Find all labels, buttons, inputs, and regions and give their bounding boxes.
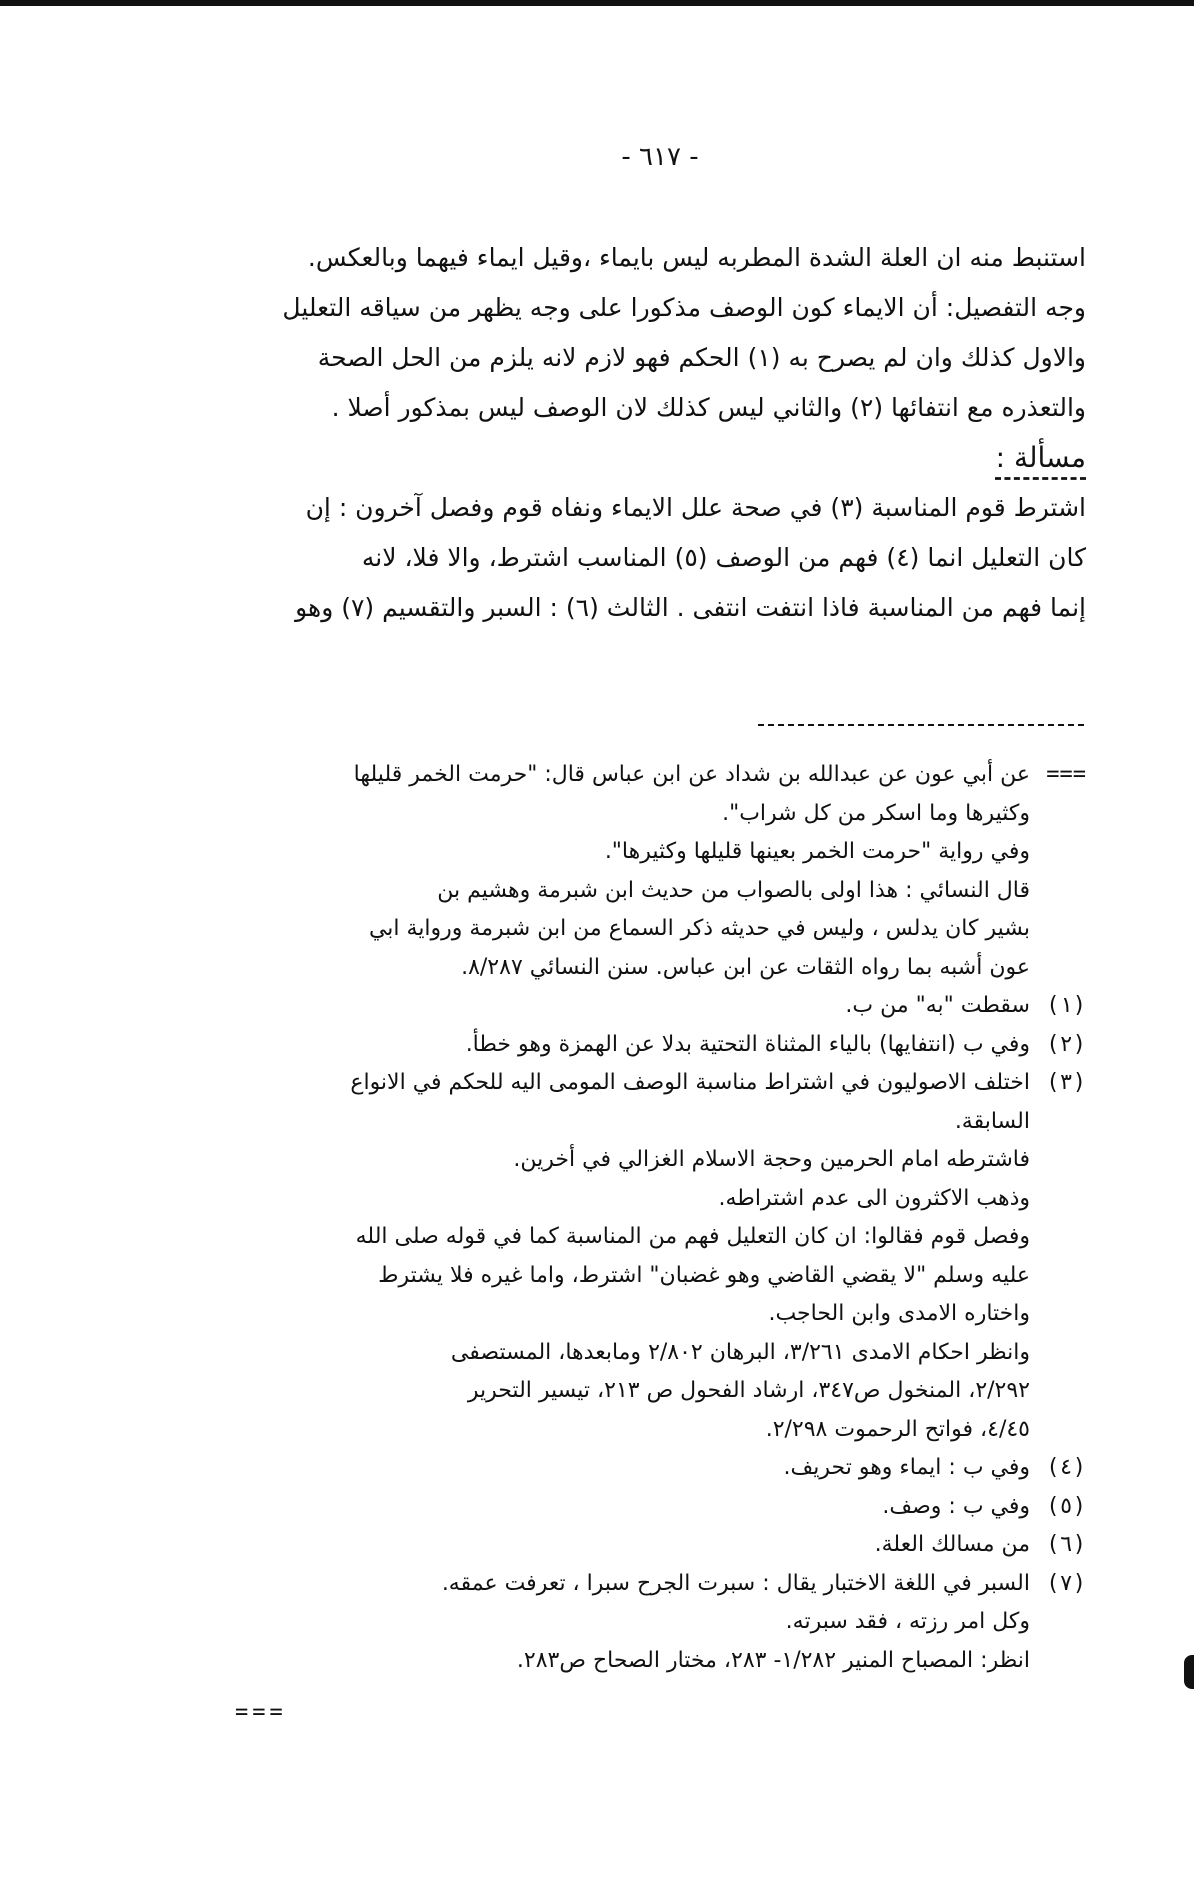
main-line: استنبط منه ان العلة الشدة المطربه ليس بايماء ،وقيل ايماء فيهما وبالعكس.: [307, 243, 1086, 272]
footnote-line: عن أبي عون عن عبدالله بن شداد عن ابن عباس قال: "حرمت الخمر قليلها: [353, 762, 1030, 787]
footnote-label: (٥): [1046, 1493, 1086, 1519]
footnote-label: ===: [1046, 762, 1086, 787]
footnotes: [136, 756, 1086, 1680]
footnote-body: [136, 1488, 1030, 1527]
page-top-border: [0, 0, 1194, 6]
scan-edge-mark: [1184, 1655, 1194, 1689]
footnote-5: [136, 1488, 1086, 1527]
footnote-line: عون أشبه بما رواه الثقات عن ابن عباس. سنن النسائي ٨/٢٨٧.: [461, 954, 1030, 980]
footnote-1: [136, 987, 1086, 1026]
footnote-line: وفصل قوم فقالوا: ان كان التعليل فهم من المناسبة كما في قوله صلى الله: [355, 1224, 1030, 1249]
footnote-label: (٣): [1046, 1070, 1086, 1095]
main-text: [166, 233, 1086, 633]
main-line: كان التعليل انما (٤) فهم من الوصف (٥) المناسب اشترط، والا فلا، لانه: [361, 543, 1086, 572]
footnote-body: [136, 987, 1030, 1026]
footnote-4: [136, 1449, 1086, 1488]
footnote-line: انظر: المصباح المنير ١/٢٨٢- ٢٨٣، مختار الصحاح ص٢٨٣.: [516, 1647, 1030, 1673]
footnote-line: وفي ب : وصف.: [882, 1493, 1030, 1519]
footnote-label: (١): [1046, 993, 1086, 1018]
footnote-line: سقطت "به" من ب.: [845, 993, 1030, 1018]
footnote-line: وفي ب (انتفايها) بالياء المثناة التحتية بدلا عن الهمزة وهو خطأ.: [465, 1031, 1030, 1057]
footnote-line: عليه وسلم "لا يقضي القاضي وهو غضبان" اشترط، واما غيره فلا يشترط: [378, 1262, 1030, 1288]
page-number: - ٦١٧ -: [621, 142, 699, 172]
footnote-body: [136, 1026, 1030, 1065]
footnote-line: ٢/٢٩٢، المنخول ص٣٤٧، ارشاد الفحول ص ٢١٣، تيسير التحرير: [467, 1378, 1030, 1403]
main-line: إنما فهم من المناسبة فاذا انتفت انتفى . الثالث (٦) : السبر والتقسيم (٧) وهو: [295, 593, 1086, 622]
section-heading: مسألة :: [995, 441, 1086, 474]
footnote-line: السبر في اللغة الاختبار يقال : سبرت الجرح سبرا ، تعرفت عمقه.: [441, 1570, 1030, 1596]
footnote-line: وكل امر رزته ، فقد سبرته.: [785, 1609, 1030, 1634]
footnote-line: بشير كان يدلس ، وليس في حديثه ذكر السماع من ابن شبرمة ورواية ابي: [368, 916, 1030, 941]
footnote-3: [136, 1064, 1086, 1449]
main-line: وجه التفصيل: أن الايماء كون الوصف مذكورا على وجه يظهر من سياقه التعليل: [282, 293, 1086, 322]
footnote-line: ٤/٤٥، فواتح الرحموت ٢/٢٩٨.: [765, 1416, 1030, 1442]
footnote-separator: [758, 724, 1084, 726]
footnote-body: [136, 1449, 1030, 1488]
footnote-label: (٧): [1046, 1570, 1086, 1596]
footnote-line: وفي ب : ايماء وهو تحريف.: [783, 1455, 1030, 1480]
footnote-line: وكثيرها وما اسكر من كل شراب".: [722, 800, 1030, 826]
footnote-line: وانظر احكام الامدى ٣/٢٦١، البرهان ٢/٨٠٢ ومابعدها، المستصفى: [450, 1339, 1030, 1365]
footnote-body: [136, 756, 1030, 987]
footnote-line: السابقة.: [954, 1108, 1030, 1134]
main-line: اشترط قوم المناسبة (٣) في صحة علل الايماء ونفاه قوم وفصل آخرون : إن: [305, 493, 1086, 522]
footnote-label: (٦): [1046, 1532, 1086, 1557]
footnote-line: وذهب الاكثرون الى عدم اشتراطه.: [718, 1185, 1030, 1211]
main-line: والتعذره مع انتفائها (٢) والثاني ليس كذلك لان الوصف ليس بمذكور أصلا .: [331, 393, 1086, 422]
footnote-body: [136, 1565, 1030, 1681]
end-mark: ===: [235, 1700, 287, 1725]
main-line: والاول كذلك وان لم يصرح به (١) الحكم فهو لازم لانه يلزم من الحل الصحة: [317, 343, 1086, 372]
footnote-body: [136, 1064, 1030, 1449]
footnote-6: [136, 1526, 1086, 1565]
footnote-line: اختلف الاصوليون في اشتراط مناسبة الوصف المومى اليه للحكم في الانواع: [350, 1070, 1030, 1095]
footnote-2: [136, 1026, 1086, 1065]
footnote-body: [136, 1526, 1030, 1565]
footnote-label: (٤): [1046, 1455, 1086, 1480]
footnote-line: فاشترطه امام الحرمين وحجة الاسلام الغزالي في أخرين.: [513, 1147, 1030, 1172]
footnote-7: [136, 1565, 1086, 1681]
footnote-line: من مسالك العلة.: [874, 1532, 1030, 1557]
footnote-line: وفي رواية "حرمت الخمر بعينها قليلها وكثيرها".: [604, 839, 1030, 864]
footnote-line: واختاره الامدى وابن الحاجب.: [768, 1301, 1030, 1326]
footnote-continued: [136, 756, 1086, 987]
footnote-line: قال النسائي : هذا اولى بالصواب من حديث ابن شبرمة وهشيم بن: [437, 877, 1030, 903]
footnote-label: (٢): [1046, 1031, 1086, 1057]
